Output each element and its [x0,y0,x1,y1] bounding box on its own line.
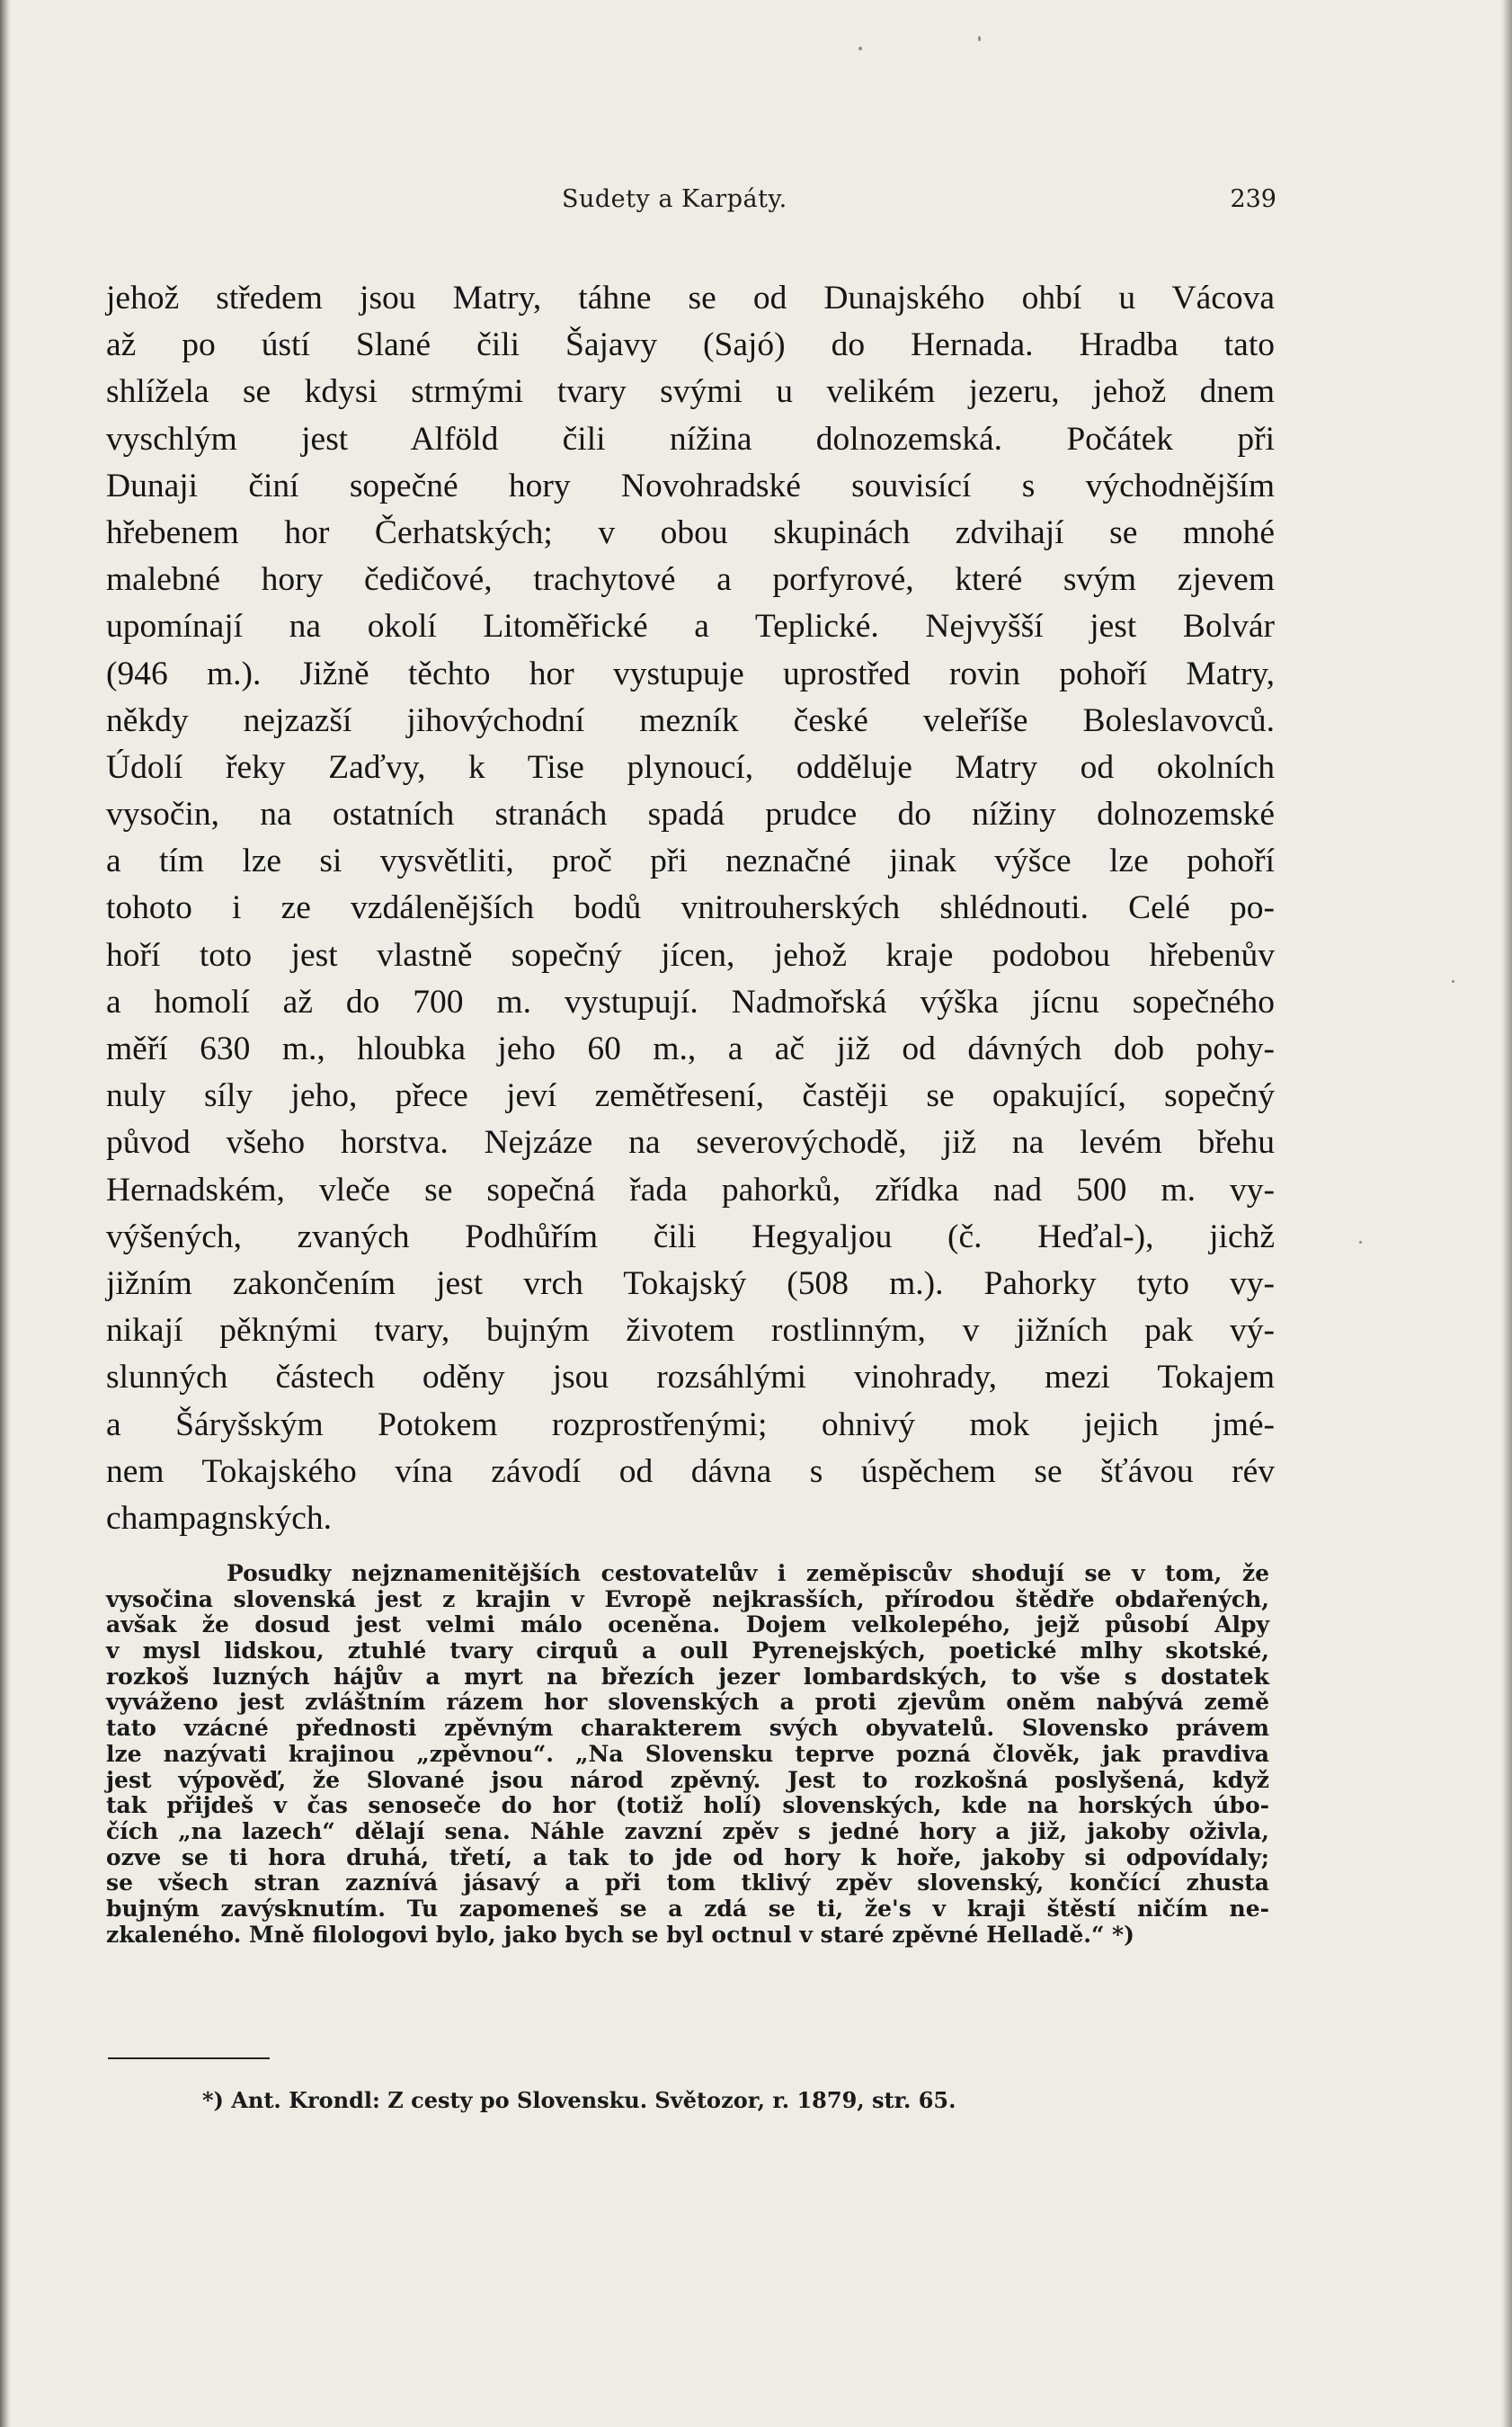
body-line: vyschlým jest Alföld čili nížina dolnozemská. Počátek při [106,420,1275,458]
body-text [106,275,1275,1542]
page-right-edge-shadow [1499,0,1512,2427]
body-line: shlížela se kdysi strmými tvary svými u velikém jezeru, jehož dnem [106,373,1275,411]
body-line: někdy nejzazší jihovýchodní mezník české veleříše Boleslavovců. [106,701,1275,739]
quote-line: lze nazývati krajinou „zpěvnou“. „Na Slovensku teprve pozná člověk, jak pravdiva [106,1740,1269,1767]
quote-line: vysočina slovenská jest z krajin v Evropě nejkrasších, přírodou štědře obdařených, [106,1585,1269,1612]
speck [1452,980,1454,983]
body-line: nikají pěknými tvary, bujným životem rostlinným, v jižních pak vý- [106,1312,1275,1350]
body-line: malebné hory čedičové, trachytové a porfyrové, které svým zjevem [106,561,1275,599]
quote-line: se všech stran zaznívá jásavý a při tom tklivý zpěv slovenský, končící zhusta [106,1869,1269,1896]
footnote: *) Ant. Krondl: Z cesty po Slovensku. Světozor, r. 1879, str. 65. [202,2087,956,2113]
body-line: Hernadském, vleče se sopečná řada pahorků, zřídka nad 500 m. vy- [106,1171,1275,1209]
body-line: a homolí až do 700 m. vystupují. Nadmořská výška jícnu sopečného [106,983,1275,1021]
page-left-edge-shadow [0,0,11,2427]
body-line: (946 m.). Jižně těchto hor vystupuje uprostřed rovin pohoří Matry, [106,655,1275,692]
body-line: původ všeho horstva. Nejzáze na severovýchodě, již na levém břehu [106,1124,1275,1162]
quote-line: ozve se ti hora druhá, třetí, a tak to jde od hory k hoře, jakoby si odpovídaly; [106,1843,1269,1870]
body-line: vysočin, na ostatních stranách spadá prudce do nížiny dolnozemské [106,796,1275,834]
quote-line: tak přijdeš v čas senoseče do hor (totiž holí) slovenských, kde na horských úbo- [106,1792,1269,1819]
body-line: tohoto i ze vzdálenějších bodů vnitrouherských shlédnouti. Celé po- [106,889,1275,927]
body-line: měří 630 m., hloubka jeho 60 m., a ač již od dávných dob pohy- [106,1031,1275,1067]
body-line: výšených, zvaných Podhůřím čili Hegyaljou (č. Heďal-), jichž [106,1218,1275,1255]
body-line: champagnských. [106,1499,332,1537]
quote-line: zkaleného. Mně filologovi bylo, jako bych se byl octnul v staré zpěvné Helladě.“ *) [106,1921,1134,1948]
footnote-divider [108,2057,270,2059]
body-line: nem Tokajského vína závodí od dávna s úspěchem se šťávou rév [106,1452,1275,1490]
body-line: slunných částech oděny jsou rozsáhlými vinohrady, mezi Tokajem [106,1359,1275,1396]
body-line: Údolí řeky Zaďvy, k Tise plynoucí, odděluje Matry od okolních [106,748,1275,786]
quote-line: avšak že dosud jest velmi málo oceněna. Dojem velkolepého, jejž působí Alpy [106,1611,1269,1638]
quote-line: v mysl lidskou, ztuhlé tvary cirquů a oull Pyrenejských, poetické mlhy skotské, [106,1637,1269,1664]
body-line: a Šáryšským Potokem rozprostřenými; ohnivý mok jejich jmé- [106,1405,1275,1443]
page-header [108,185,1276,221]
body-line: upomínají na okolí Litoměřické a Teplické. Nejvyšší jest Bolvár [106,608,1275,646]
body-line: až po ústí Slané čili Šajavy (Sajó) do Hernada. Hradba tato [106,326,1275,364]
speck [858,47,862,50]
body-line: a tím lze si vysvětliti, proč při neznačné jinak výšce lze pohoří [106,843,1275,880]
quote-line: jest výpověď, že Slované jsou národ zpěvný. Jest to rozkošná poslyšená, když [106,1766,1269,1793]
quote-line: vyváženo jest zvláštním rázem hor slovenských a proti zjevům oněm nabývá země [106,1689,1269,1716]
page-number: 239 [1230,185,1276,213]
body-line: Dunaji činí sopečné hory Novohradské souvisící s východnějším [106,467,1275,504]
quoted-passage [106,1561,1269,1948]
speck [978,36,981,41]
body-line: jehož středem jsou Matry, táhne se od Dunajského ohbí u Vácova [106,280,1275,317]
quote-line: tato vzácné přednosti zpěvným charakterem svých obyvatelů. Slovensko právem [106,1715,1269,1742]
quote-line: rozkoš luzných hájův a myrt na březích jezer lombardských, to vše s dostatek [106,1663,1269,1690]
body-line: hoří toto jest vlastně sopečný jícen, jehož kraje podobou hřebenův [106,936,1275,974]
quote-line: čích „na lazech“ dělají sena. Náhle zavzní zpěv s jedné hory a již, jakoby oživla, [106,1817,1269,1844]
quote-line: Posudky nejznamenitějších cestovatelův i zeměpiscův shodují se v tom, že [227,1560,1269,1586]
quote-line: bujným zavýsknutím. Tu zapomeneš se a zdá se ti, že's v kraji štěstí ničím ne- [106,1895,1269,1922]
body-line: jižním zakončením jest vrch Tokajský (508 m.). Pahorky tyto vy- [106,1264,1275,1302]
body-line: nuly síly jeho, přece jeví zemětřesení, častěji se opakující, sopečný [106,1077,1275,1115]
running-head: Sudety a Karpáty. [562,185,787,213]
speck [1359,1241,1362,1244]
body-line: hřebenem hor Čerhatských; v obou skupinách zdvihají se mnohé [106,513,1275,551]
